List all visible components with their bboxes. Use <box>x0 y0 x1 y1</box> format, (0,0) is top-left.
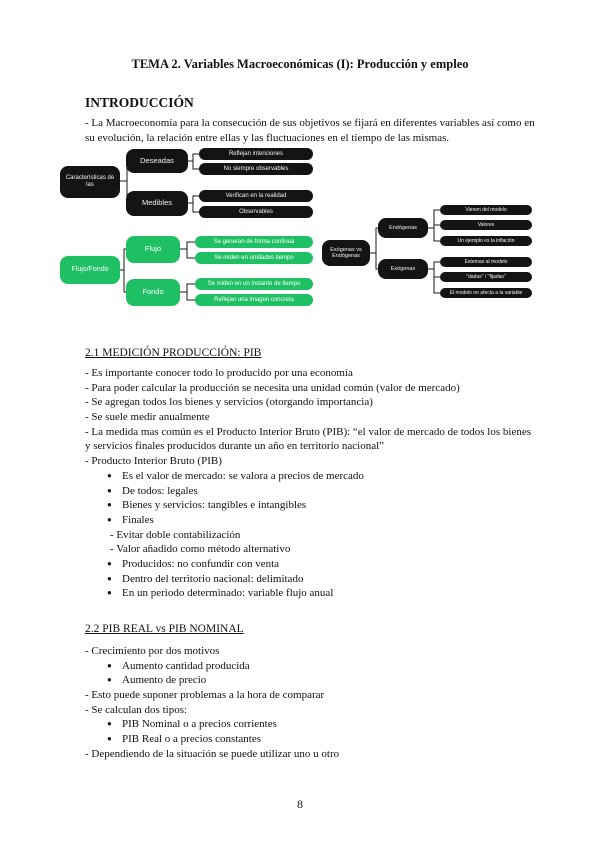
bullet-item: ● Aumento cantidad producida <box>85 659 555 674</box>
text-line: - Se calculan dos tipos: <box>85 703 188 716</box>
leaf-exogenas-1: Externas al modelo <box>440 257 532 267</box>
node-exogenas: Exógenas <box>378 259 428 279</box>
node-caracteristicas <box>60 166 120 198</box>
node-exo-endo-line1: Exógenas vs <box>330 246 362 253</box>
text-line: - Se agregan todos los bienes y servicios (otorgando importancia) <box>85 396 373 409</box>
leaf-fondo-2: Reflejan una imagen concreta <box>195 294 313 306</box>
section-heading-medicion: 2.1 MEDICIÓN PRODUCCIÓN: PIB <box>85 347 262 359</box>
connector-line <box>180 249 195 258</box>
connector-line <box>428 269 440 293</box>
bullet-item: ● Aumento de precio <box>85 673 555 688</box>
text-line: - Esto puede suponer problemas a la hora de comparar <box>85 689 325 702</box>
connector-line <box>188 161 199 169</box>
connector-line <box>180 284 195 292</box>
leaf-endogenas-2: Valores <box>440 220 532 230</box>
node-medibles: Medibles <box>126 191 188 216</box>
sub-line: - Evitar doble contabilización <box>110 528 241 541</box>
bullet-item: ● PIB Nominal o a precios corrientes <box>85 717 555 732</box>
section-pib-real-body <box>85 644 555 762</box>
leaf-deseadas-2: No siempre observables <box>199 163 313 175</box>
node-caracteristicas-line1: Características de <box>65 175 115 182</box>
node-deseadas: Deseadas <box>126 149 188 173</box>
page-number: 8 <box>297 797 303 811</box>
leaf-flujo-2: Se miden en unidades tiempo <box>195 252 313 264</box>
node-endogenas: Endógenas <box>378 218 428 238</box>
node-exogenas-vs-endogenas <box>322 240 370 266</box>
connector-line <box>180 242 195 249</box>
text-line: - Es importante conocer todo lo producido por una economía <box>85 367 353 379</box>
section-medicion-body <box>85 366 555 601</box>
leaf-endogenas-3: Un ejemplo es la inflación <box>440 236 532 246</box>
node-exo-endo-line2: Endógenas <box>332 253 360 259</box>
connector-line <box>188 203 199 212</box>
leaf-deseadas-1: Reflejan intenciones <box>199 148 313 160</box>
node-flujo-fondo: Flujo/Fondo <box>60 256 120 284</box>
leaf-exogenas-3: El modelo no afecta a la variable <box>440 288 532 298</box>
text-line: - Producto Interior Bruto (PIB) <box>85 455 222 468</box>
connector-line <box>188 154 199 161</box>
connector-line <box>188 196 199 203</box>
leaf-medibles-2: Observables <box>199 206 313 218</box>
leaf-exogenas-2: "dadas" / "fijadas" <box>440 272 532 282</box>
leaf-flujo-1: Se generan de forma continua <box>195 236 313 248</box>
text-line: - Para poder calcular la producción se necesita una unidad común (valor de mercado) <box>85 381 460 394</box>
bullet-item: ● Producidos: no confundir con venta <box>85 557 555 572</box>
section-heading-pib-real-nominal: 2.2 PIB REAL vs PIB NOMINAL <box>85 623 244 635</box>
bullet-item: ● De todos: legales <box>85 484 555 499</box>
node-fondo: Fondo <box>126 279 180 306</box>
connector-line <box>428 262 440 269</box>
bullet-item: ● Es el valor de mercado: se valora a precios de mercado <box>85 469 555 484</box>
sub-line: - Valor añadido como método alternativo <box>110 543 291 556</box>
intro-line-2: su evolución, la relación entre ellas y las fluctuaciones en el tiempo de las mismas. <box>85 132 450 144</box>
bullet-item: ● En un periodo determinado: variable flujo anual <box>85 586 555 601</box>
intro-line-1: - La Macroeconomía para la consecución de sus objetivos se fijará en diferentes variables así como en <box>85 117 535 129</box>
bullet-item: ● Bienes y servicios: tangibles e intangibles <box>85 498 555 513</box>
leaf-medibles-1: Verifican en la realidad <box>199 190 313 202</box>
bullet-item: ● Dentro del territorio nacional: delimitado <box>85 572 555 587</box>
intro-heading: INTRODUCCIÓN <box>85 95 194 110</box>
connector-line <box>428 228 440 241</box>
node-caracteristicas-line2: las <box>86 182 94 188</box>
bullet-item: ● Finales <box>85 513 555 528</box>
connector-line <box>180 292 195 300</box>
text-line: y servicios finales producidos durante un año en territorio nacional” <box>85 440 385 453</box>
bullet-item: ● PIB Real o a precios constantes <box>85 732 555 747</box>
leaf-fondo-1: Se miden en un instante de tiempo <box>195 278 313 290</box>
page-title: TEMA 2. Variables Macroeconómicas (I): Producción y empleo <box>131 57 469 71</box>
text-line: - La medida mas común es el Producto Interior Bruto (PIB): “el valor de mercado de todos los bienes <box>85 425 531 438</box>
node-flujo: Flujo <box>126 236 180 263</box>
text-line: - Crecimiento por dos motivos <box>85 645 220 657</box>
leaf-endogenas-1: Vienen del modelo <box>440 205 532 215</box>
text-line: - Dependiendo de la situación se puede utilizar uno u otro <box>85 747 340 760</box>
text-line: - Se suele medir anualmente <box>85 411 210 424</box>
